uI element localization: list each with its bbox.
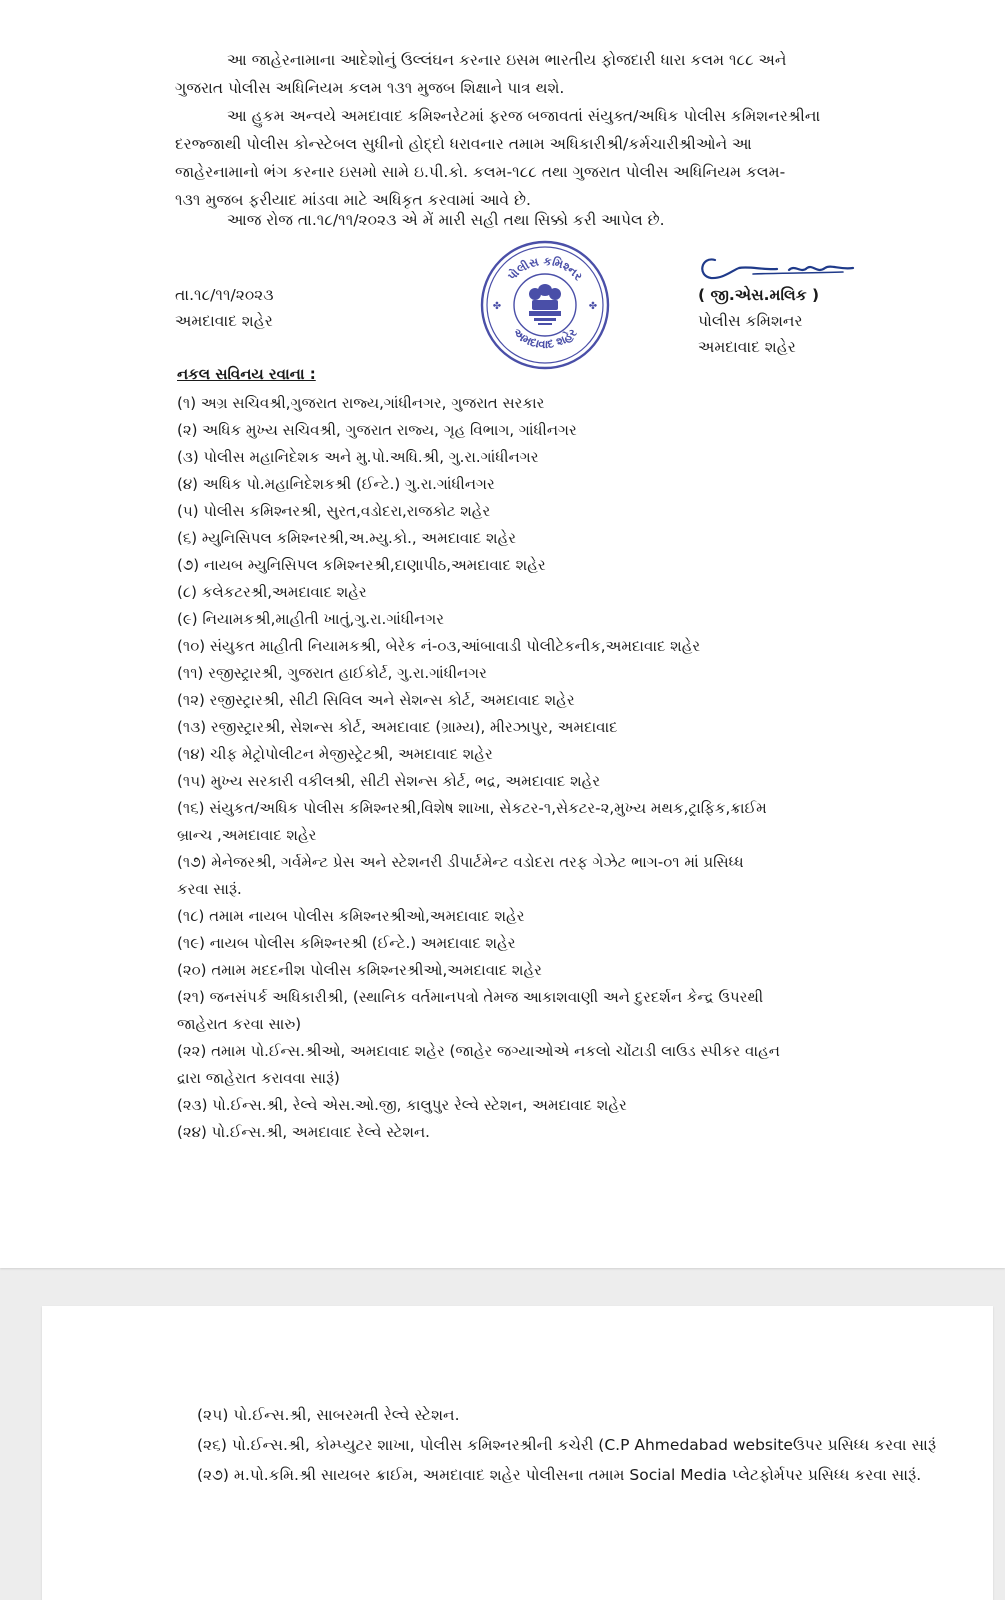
list-item-number: (૨૭) (197, 1466, 229, 1484)
list-item-text: મ.પો.કમિ.શ્રી સાયબર ક્રાઈમ, અમદાવાદ શહેર પોલીસના તમામ Social Media પ્લેટફોર્મ (233, 1466, 785, 1484)
list-item-text: નાયબ મ્યુનિસિપલ કમિશ્નરશ્રી,દાણાપીઠ,અમદાવાદ શહેર (203, 556, 546, 574)
seal-bottom-text: અમદાવાદ શહેર (510, 325, 580, 352)
list-item-text: પોલીસ કમિશ્નરશ્રી, સુરત,વડોદરા,રાજકોટ શહેર (203, 502, 491, 520)
list-item-number: (૨૦) (177, 961, 207, 979)
order-line: આજ રોજ તા.૧૮/૧૧/૨૦૨૩ એ મેં મારી સહી તથા સિક્કો કરી આપેલ છે. (227, 211, 665, 229)
list-item (177, 687, 857, 714)
list-item (177, 417, 857, 444)
list-item-number: (૧૨) (177, 691, 205, 709)
list-item (177, 795, 857, 849)
order-paragraph-2 (175, 102, 820, 214)
list-item-text: મેનેજરશ્રી, ગર્વમેન્ટ પ્રેસ અને સ્ટેશનરી ડીપાર્ટમેન્ટ વડોદરા તરફ ગેઝેટ ભાગ-૦૧ માં પ્રસિધ્ધ (211, 853, 744, 871)
list-item-text: કલેકટરશ્રી,અમદાવાદ શહેર (201, 583, 367, 601)
list-item (177, 984, 857, 1038)
list-item (177, 579, 857, 606)
list-item-continuation: દ્રારા જાહેરાત કરાવવા સારૂં) (177, 1069, 340, 1087)
list-item-number: (૬) (177, 529, 198, 547)
list-item-text: તમામ પો.ઈન્સ.શ્રીઓ, અમદાવાદ શહેર (જાહેર જગ્યાઓએ નકલો ચોંટાડી લાઉડ સ્પીકર વાહન (211, 1042, 780, 1060)
list-item (177, 1038, 857, 1092)
list-item-text: અગ્ર સચિવશ્રી,ગુજરાત રાજ્ય,ગાંધીનગર, ગુજરાત સરકાર (200, 394, 545, 412)
emblem-icon (493, 284, 597, 325)
list-item-number: (૧૫) (177, 772, 206, 790)
list-item-text: અધિક પો.મહાનિદેશકશ્રી (ઈન્ટે.) ગુ.રા.ગાંધીનગર (202, 475, 495, 493)
list-item-text: નાયબ પોલીસ કમિશ્નરશ્રી (ઈન્ટે.) અમદાવાદ શહેર (209, 934, 516, 952)
police-commissioner-seal (478, 238, 612, 372)
order-line: ગુજરાત પોલીસ અધિનિયમ કલમ ૧૩૧ મુજબ શિક્ષાને પાત્ર થશે. (175, 79, 565, 97)
list-item-text: સંયુકત/અધિક પોલીસ કમિશ્નરશ્રી,વિશેષ શાખા, સેકટર-૧,સેકટર-૨,મુખ્ય મથક,ટ્રાફિક,ક્રાઈમ (209, 799, 767, 817)
list-item (177, 957, 857, 984)
order-line: ૧૩૧ મુજબ ફરીયાદ માંડવા માટે અધિકૃત કરવામાં આવે છે. (175, 191, 531, 209)
list-item-number: (૧૮) (177, 907, 205, 925)
list-item-number: (૧૩) (177, 718, 207, 736)
list-item-number: (૨૩) (177, 1096, 208, 1114)
list-item-continuation: પર પ્રસિધ્ધ કરવા સારૂં. (784, 1466, 922, 1484)
signatory-city: અમદાવાદ શહેર (698, 338, 796, 356)
list-item-number: (૨૫) (197, 1406, 229, 1424)
list-item-number: (૧૧) (177, 664, 204, 682)
list-item-number: (૨૧) (177, 988, 205, 1006)
signatory-designation: પોલીસ કમિશનર (698, 312, 803, 330)
svg-text:✤: ✤ (492, 301, 502, 312)
list-item-text: પો.ઈન્સ.શ્રી, રેલ્વે એસ.ઓ.જી, કાલુપુર રેલ્વે સ્ટેશન, અમદાવાદ શહેર (212, 1096, 627, 1114)
list-item-text: અધિક મુખ્ય સચિવશ્રી, ગુજરાત રાજ્ય, ગૃહ વિભાગ, ગાંધીનગર (202, 421, 577, 439)
order-date: તા.૧૮/૧૧/૨૦૨૩ (175, 286, 274, 304)
list-item-number: (૨) (177, 421, 198, 439)
list-item (177, 525, 857, 552)
list-item-number: (૨૬) (197, 1436, 227, 1454)
list-item-text: રજીસ્ટ્રારશ્રી, સેશન્સ કોર્ટ, અમદાવાદ (ગ્રામ્ય), મીરઝાપુર, અમદાવાદ (210, 718, 618, 736)
copies-heading: નકલ સવિનય રવાના : (177, 365, 316, 383)
order-paragraph-3 (175, 206, 665, 234)
order-line: દરજ્જાથી પોલીસ કોન્સ્ટેબલ સુધીનો હોદ્દો ધરાવનાર તમામ અધિકારીશ્રી/કર્મચારીશ્રીઓને આ (175, 135, 752, 153)
list-item-number: (૧) (177, 394, 197, 412)
order-line: જાહેરનામાનો ભંગ કરનાર ઇસમો સામે ઇ.પી.કો. કલમ-૧૮૮ તથા ગુજરાત પોલીસ અધિનિયમ કલમ- (175, 163, 786, 181)
list-item (177, 930, 857, 957)
list-item (177, 849, 857, 903)
list-item-text: પો.ઈન્સ.શ્રી, સાબરમતી રેલ્વે સ્ટેશન. (233, 1406, 460, 1424)
list-item (177, 1092, 857, 1119)
list-item-number: (૩) (177, 448, 199, 466)
list-item-text: મ્યુનિસિપલ કમિશ્નરશ્રી,અ.મ્યુ.કો., અમદાવાદ શહેર (201, 529, 517, 547)
list-item (177, 714, 857, 741)
list-item (177, 606, 857, 633)
list-item-text: મુખ્ય સરકારી વકીલશ્રી, સીટી સેશન્સ કોર્ટ, ભદ્ર, અમદાવાદ શહેર (210, 772, 601, 790)
list-item-number: (૯) (177, 610, 198, 628)
list-item-continuation: ઉપર પ્રસિધ્ધ કરવા સારૂં (792, 1436, 937, 1454)
list-item-number: (૧૯) (177, 934, 205, 952)
list-item-number: (૪) (177, 475, 199, 493)
list-item-text: તમામ મદદનીશ પોલીસ કમિશ્નરશ્રીઓ,અમદાવાદ શહેર (211, 961, 542, 979)
list-item-text: ચીફ મેટ્રોપોલીટન મેજીસ્ટ્રેટશ્રી, અમદાવાદ શહેર (210, 745, 493, 763)
list-item-text: નિયામકશ્રી,માહીતી ખાતું,ગુ.રા.ગાંધીનગર (202, 610, 445, 628)
list-item (197, 1430, 937, 1460)
list-item-text: જનસંપર્ક અધિકારીશ્રી, (સ્થાનિક વર્તમાનપત્રો તેમજ આકાશવાણી અને દુરદર્શન કેન્દ્ર ઉપરથી (209, 988, 764, 1006)
list-item-text: પો.ઈન્સ.શ્રી, કોમ્પ્યુટર શાખા, પોલીસ કમિશ્નરશ્રીની કચેરી (C.P Ahmedabad website (231, 1436, 793, 1454)
signatory-block (698, 282, 819, 360)
list-item (177, 768, 857, 795)
svg-text:✤: ✤ (588, 301, 598, 312)
list-item (177, 390, 857, 417)
list-item-number: (૨૨) (177, 1042, 207, 1060)
list-item-continuation: જાહેરાત કરવા સારુ) (177, 1015, 302, 1033)
list-item-number: (૫) (177, 502, 199, 520)
list-item-number: (૨૪) (177, 1123, 207, 1141)
order-line: આ હુકમ અન્વયે અમદાવાદ કમિશ્નરેટમાં ફરજ બજાવતાં સંયુક્ત/અધિક પોલીસ કમિશનરશ્રીના (227, 107, 821, 125)
list-item-text: તમામ નાયબ પોલીસ કમિશ્નરશ્રીઓ,અમદાવાદ શહેર (209, 907, 525, 925)
list-item (177, 1119, 857, 1146)
list-item-number: (૧૦) (177, 637, 206, 655)
order-place: અમદાવાદ શહેર (175, 312, 273, 330)
list-item (177, 633, 857, 660)
signatory-name: ( જી.એસ.મલિક ) (698, 286, 820, 304)
list-item (177, 741, 857, 768)
list-item (177, 903, 857, 930)
list-item-text: રજીસ્ટ્રારશ્રી, ગુજરાત હાઈકોર્ટ, ગુ.રા.ગાંધીનગર (208, 664, 487, 682)
list-item (197, 1460, 922, 1490)
list-item-number: (૮) (177, 583, 197, 601)
list-item-number: (૭) (177, 556, 200, 574)
order-line: આ જાહેરનામાના આદેશોનું ઉલ્લંઘન કરનાર ઇસમ ભારતીય ફોજદારી ધારા કલમ ૧૮૮ અને (227, 51, 787, 69)
list-item-text: પો.ઈન્સ.શ્રી, અમદાવાદ રેલ્વે સ્ટેશન. (211, 1123, 430, 1141)
list-item-text: રજીસ્ટ્રારશ્રી, સીટી સિવિલ અને સેશન્સ કોર્ટ, અમદાવાદ શહેર (209, 691, 575, 709)
seal-top-text: પોલીસ કમિશ્નર (504, 253, 586, 284)
list-item (177, 444, 857, 471)
list-item (177, 471, 857, 498)
list-item-text: સંયુકત માહીતી નિયામકશ્રી, બેરેક નં-૦૩,આંબાવાડી પોલીટેકનીક,અમદાવાદ શહેર (209, 637, 701, 655)
list-item (177, 660, 857, 687)
list-item-number: (૧૬) (177, 799, 205, 817)
list-item-number: (૧૪) (177, 745, 206, 763)
order-paragraph-1 (175, 46, 786, 102)
list-item (177, 498, 857, 525)
date-place-block (175, 282, 274, 334)
list-item-number: (૧૭) (177, 853, 207, 871)
list-item-text: પોલીસ મહાનિદેશક અને મુ.પો.અધિ.શ્રી, ગુ.રા.ગાંધીનગર (203, 448, 539, 466)
copies-list (177, 390, 857, 1146)
document-page-2 (42, 1306, 993, 1600)
list-item (177, 552, 857, 579)
list-item-continuation: કરવા સારૂં. (177, 880, 242, 898)
copies-list-continued (197, 1400, 937, 1490)
list-item (197, 1400, 897, 1430)
list-item-continuation: બ્રાન્ચ ,અમદાવાદ શહેર (177, 826, 317, 844)
